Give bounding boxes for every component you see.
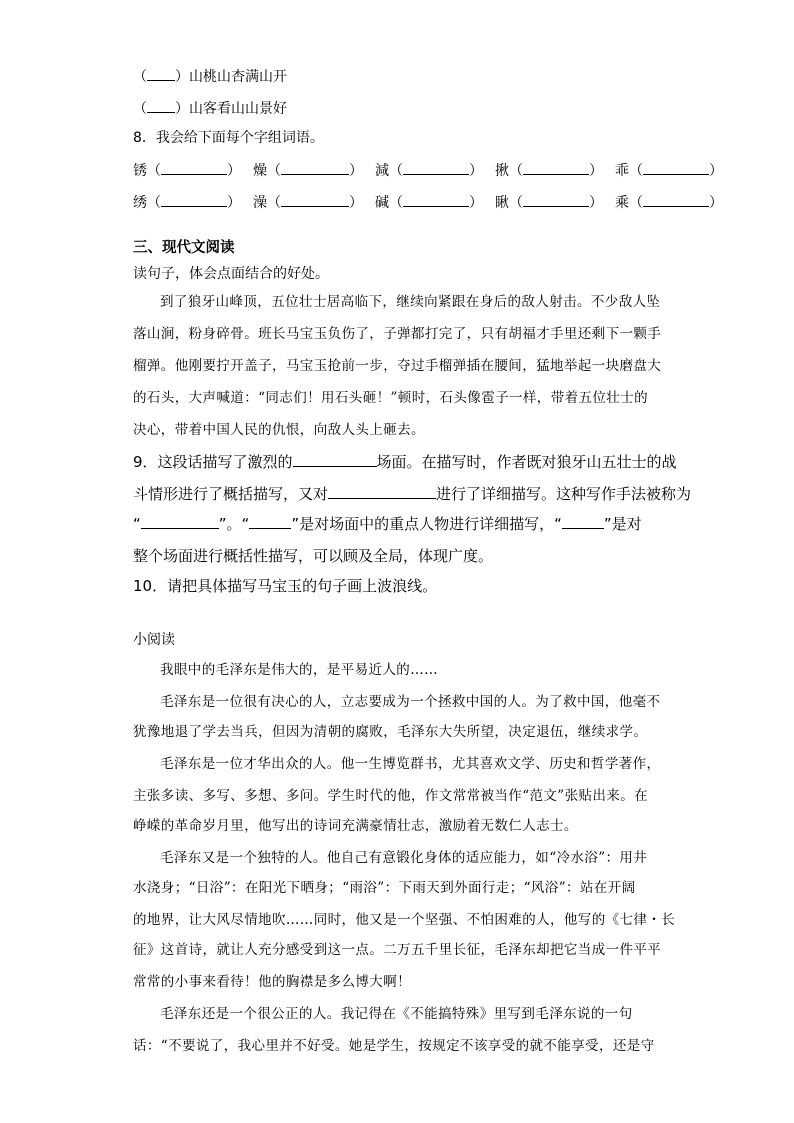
question-9-line-2: 斗情形进行了概括描写，又对 进行了详细描写。这种写作手法被称为 xyxy=(133,485,692,503)
passage-line: 的石头，大声喊道：“同志们！用石头砸！”顿时，石头像雹子一样，带着五位壮士的 xyxy=(133,390,649,406)
paren-open: （ xyxy=(133,101,147,117)
passage-line: 落山涧，粉身碎骨。班长马宝玉负伤了，子弹都打完了，只有胡福才手里还剩下一颗手 xyxy=(133,326,662,342)
reading-line: 犹豫地退了学去当兵，但因为清朝的腐败，毛泽东大失所望，决定退伍，继续求学。 xyxy=(133,724,648,740)
section-instruction: 读句子，体会点面结合的好处。 xyxy=(133,266,329,282)
answer-blank[interactable] xyxy=(562,514,604,529)
paren-close: ） xyxy=(175,69,189,85)
reading-line: 的地界，让大风尽情地吹……同时，他又是一个坚强、不怕困难的人，他写的《七律・长 xyxy=(133,912,676,928)
reading-line: 毛泽东又是一个独特的人。他自己有意锻化身体的适应能力，如“冷水浴”：用井 xyxy=(160,850,648,866)
item-text: 山客看山山景好 xyxy=(189,101,287,117)
q8-row-1 xyxy=(133,160,723,181)
reading-line: 常常的小事来看待！他的胸襟是多么博大啊！ xyxy=(133,974,411,990)
passage-line: 决心，带着中国人民的仇恨，向敌人头上砸去。 xyxy=(133,422,425,438)
answer-blank[interactable] xyxy=(328,484,436,499)
item-text: 山桃山杏满山开 xyxy=(189,69,287,85)
question-8-prompt: 8．我会给下面每个字组词语。 xyxy=(133,130,324,146)
answer-blank[interactable] xyxy=(147,66,175,81)
top-item-1 xyxy=(133,66,287,87)
q8-cell: 燥（ ） xyxy=(253,160,363,181)
answer-blank[interactable] xyxy=(293,452,377,467)
answer-blank[interactable] xyxy=(643,160,709,175)
top-item-2 xyxy=(133,98,287,119)
reading-line: 水浇身；“日浴”：在阳光下晒身；“雨浴”：下雨天到外面行走；“风浴”：站在开阔 xyxy=(133,880,636,896)
reading-line: 主张多读、多写、多想、多问。学生时代的他，作文常常被当作“范文”张贴出来。在 xyxy=(133,788,649,804)
q8-cell: 碱（ ） xyxy=(375,192,483,213)
answer-blank[interactable] xyxy=(523,192,589,207)
answer-blank[interactable] xyxy=(281,192,349,207)
reading-line: 毛泽东还是一个很公正的人。我记得在《不能搞特殊》里写到毛泽东说的一句 xyxy=(160,1006,633,1022)
question-9-line-3: “ ”。“ ”是对场面中的重点人物进行详细描写，“ ”是对 xyxy=(133,515,642,533)
q8-cell: 瞅（ ） xyxy=(495,192,603,213)
paren-open: （ xyxy=(133,69,147,85)
q8-cell: 揪（ ） xyxy=(495,160,603,181)
q8-cell: 绣（ ） xyxy=(133,192,241,213)
q8-cell: 乖（ ） xyxy=(615,160,723,181)
passage-line: 到了狼牙山峰顶，五位壮士居高临下，继续向紧跟在身后的敌人射击。不少敌人坠 xyxy=(160,294,661,310)
reading-line: 我眼中的毛泽东是伟大的，是平易近人的…… xyxy=(160,662,438,678)
answer-blank[interactable] xyxy=(147,98,175,113)
q8-row-2 xyxy=(133,192,723,213)
reading-line: 毛泽东是一位才华出众的人。他一生博览群书，尤其喜欢文学、历史和哲学著作， xyxy=(160,756,661,772)
q8-cell: 锈（ ） xyxy=(133,160,241,181)
reading-line: 征》这首诗，就让人充分感受到这一点。二万五千里长征，毛泽东却把它当成一件平平 xyxy=(133,942,662,958)
reading-line: 话：“不要说了，我心里并不好受。她是学生，按规定不该享受的就不能享受，还是守 xyxy=(133,1038,655,1054)
answer-blank[interactable] xyxy=(161,160,227,175)
answer-blank[interactable] xyxy=(249,514,291,529)
answer-blank[interactable] xyxy=(161,192,227,207)
question-9-line-1: 9．这段话描写了激烈的 场面。在描写时，作者既对狼牙山五壮士的战 xyxy=(133,453,677,471)
answer-blank[interactable] xyxy=(141,514,219,529)
answer-blank[interactable] xyxy=(403,160,469,175)
question-9-line-4: 整个场面进行概括性描写，可以顾及全局，体现广度。 xyxy=(133,547,494,565)
question-10: 10．请把具体描写马宝玉的句子画上波浪线。 xyxy=(133,577,438,595)
reading-line: 峥嵘的革命岁月里，他写出的诗词充满豪情壮志，激励着无数仁人志士。 xyxy=(133,818,578,834)
reading-line: 毛泽东是一位很有决心的人，立志要成为一个拯救中国的人。为了救中国，他毫不 xyxy=(160,694,661,710)
answer-blank[interactable] xyxy=(643,192,709,207)
paren-close: ） xyxy=(175,101,189,117)
section-heading: 三、现代文阅读 xyxy=(133,240,235,256)
q8-cell: 澡（ ） xyxy=(253,192,363,213)
answer-blank[interactable] xyxy=(523,160,589,175)
passage-line: 榴弹。他刚要拧开盖子，马宝玉抢前一步，夺过手榴弹插在腰间，猛地举起一块磨盘大 xyxy=(133,358,662,374)
reading-title: 小阅读 xyxy=(133,632,175,648)
q8-cell: 減（ ） xyxy=(375,160,483,181)
answer-blank[interactable] xyxy=(281,160,349,175)
answer-blank[interactable] xyxy=(403,192,469,207)
q8-cell: 乘（ ） xyxy=(615,192,723,213)
